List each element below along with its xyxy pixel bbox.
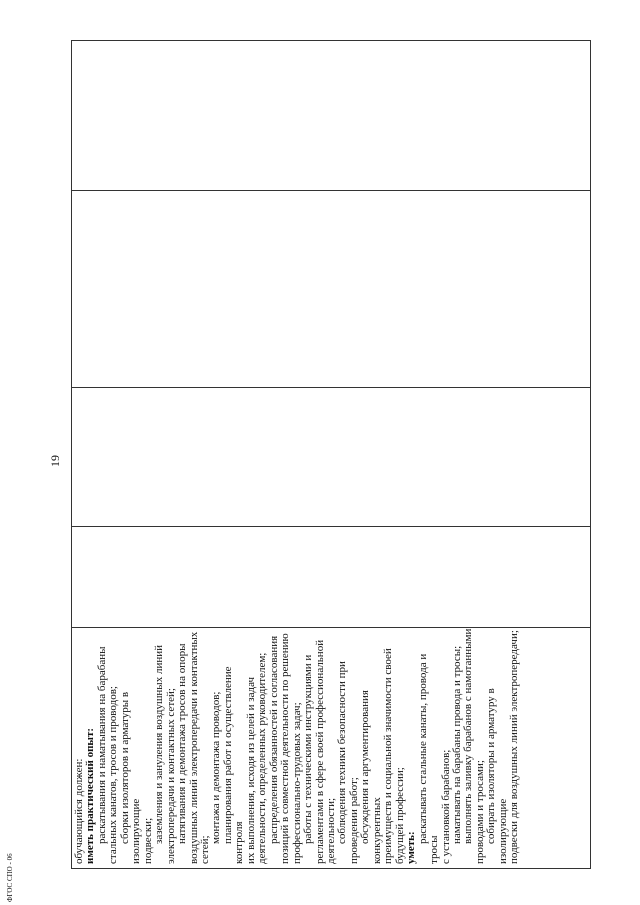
text-line: электропередачи и контактных сетей; <box>164 688 177 864</box>
text-line: профессионально-трудовых задач; <box>290 702 303 864</box>
text-line: проведении работ; <box>347 777 360 864</box>
page-number: 19 <box>48 455 62 467</box>
text-line: будущей профессии; <box>393 767 406 864</box>
text-line: наматывать на барабаны провода и тросы; <box>450 645 463 844</box>
section-heading: иметь практический опыт: <box>84 727 97 864</box>
text-line: стальных канатов, тросов и проводов; <box>107 686 120 864</box>
text-line: обсуждения и аргументирования конкурентных <box>359 690 383 864</box>
text-line: проводами и тросами; <box>473 760 486 864</box>
section-heading: уметь: <box>405 831 418 864</box>
column-divider <box>72 526 590 527</box>
text-line: их выполнения, исходя из целей и задач <box>244 676 257 864</box>
column-divider <box>72 387 590 388</box>
text-line: преимуществ и социальной значимости своей <box>382 648 395 864</box>
text-line: деятельности, определенных руководителем; <box>256 652 269 864</box>
footer-code: ФГОС СПО - 06 <box>6 853 14 902</box>
text-line: позиций в совместной деятельности по решению <box>279 633 292 864</box>
text-line: натягивания и демонтажа тросов на опоры <box>176 643 189 844</box>
text-line: работы с техническими инструкциями и <box>302 654 315 844</box>
text-line: заземления и зануления воздушных линий <box>153 645 166 844</box>
text-line: подвески; <box>141 817 154 864</box>
text-line: выполнять заливку барабанов с намотанными <box>462 628 475 844</box>
text-line: распределения обязанностей и согласования <box>267 635 280 844</box>
competency-table <box>71 40 591 869</box>
text-line: раскатывания и наматывания на барабаны <box>95 646 108 844</box>
text-line: с установкой барабанов; <box>439 749 452 864</box>
rotated-page <box>71 40 591 869</box>
text-line: воздушных линий электропередачи и контактных <box>187 631 200 864</box>
text-line: сетей; <box>198 835 211 864</box>
text-line: подвески для воздушных линий электропередачи; <box>508 630 521 864</box>
text-line: раскатывать стальные канаты, провода и тросы <box>416 653 441 864</box>
text-line: монтажа и демонтажа проводов; <box>210 691 223 844</box>
column-divider <box>72 190 590 191</box>
text-line: деятельности; <box>324 797 337 864</box>
text-line: сборки изоляторов и арматуры в изолирующие <box>118 691 143 864</box>
text-line: регламентами в сфере своей профессиональной <box>313 639 326 864</box>
text-line: планирования работ и осуществление контроля <box>221 666 246 864</box>
text-line: обучающийся должен: <box>73 758 85 864</box>
competency-cell <box>74 626 521 864</box>
text-line: собирать изоляторы и арматуру в изолирующие <box>485 688 509 864</box>
text-line: соблюдения техники безопасности при <box>336 661 349 844</box>
